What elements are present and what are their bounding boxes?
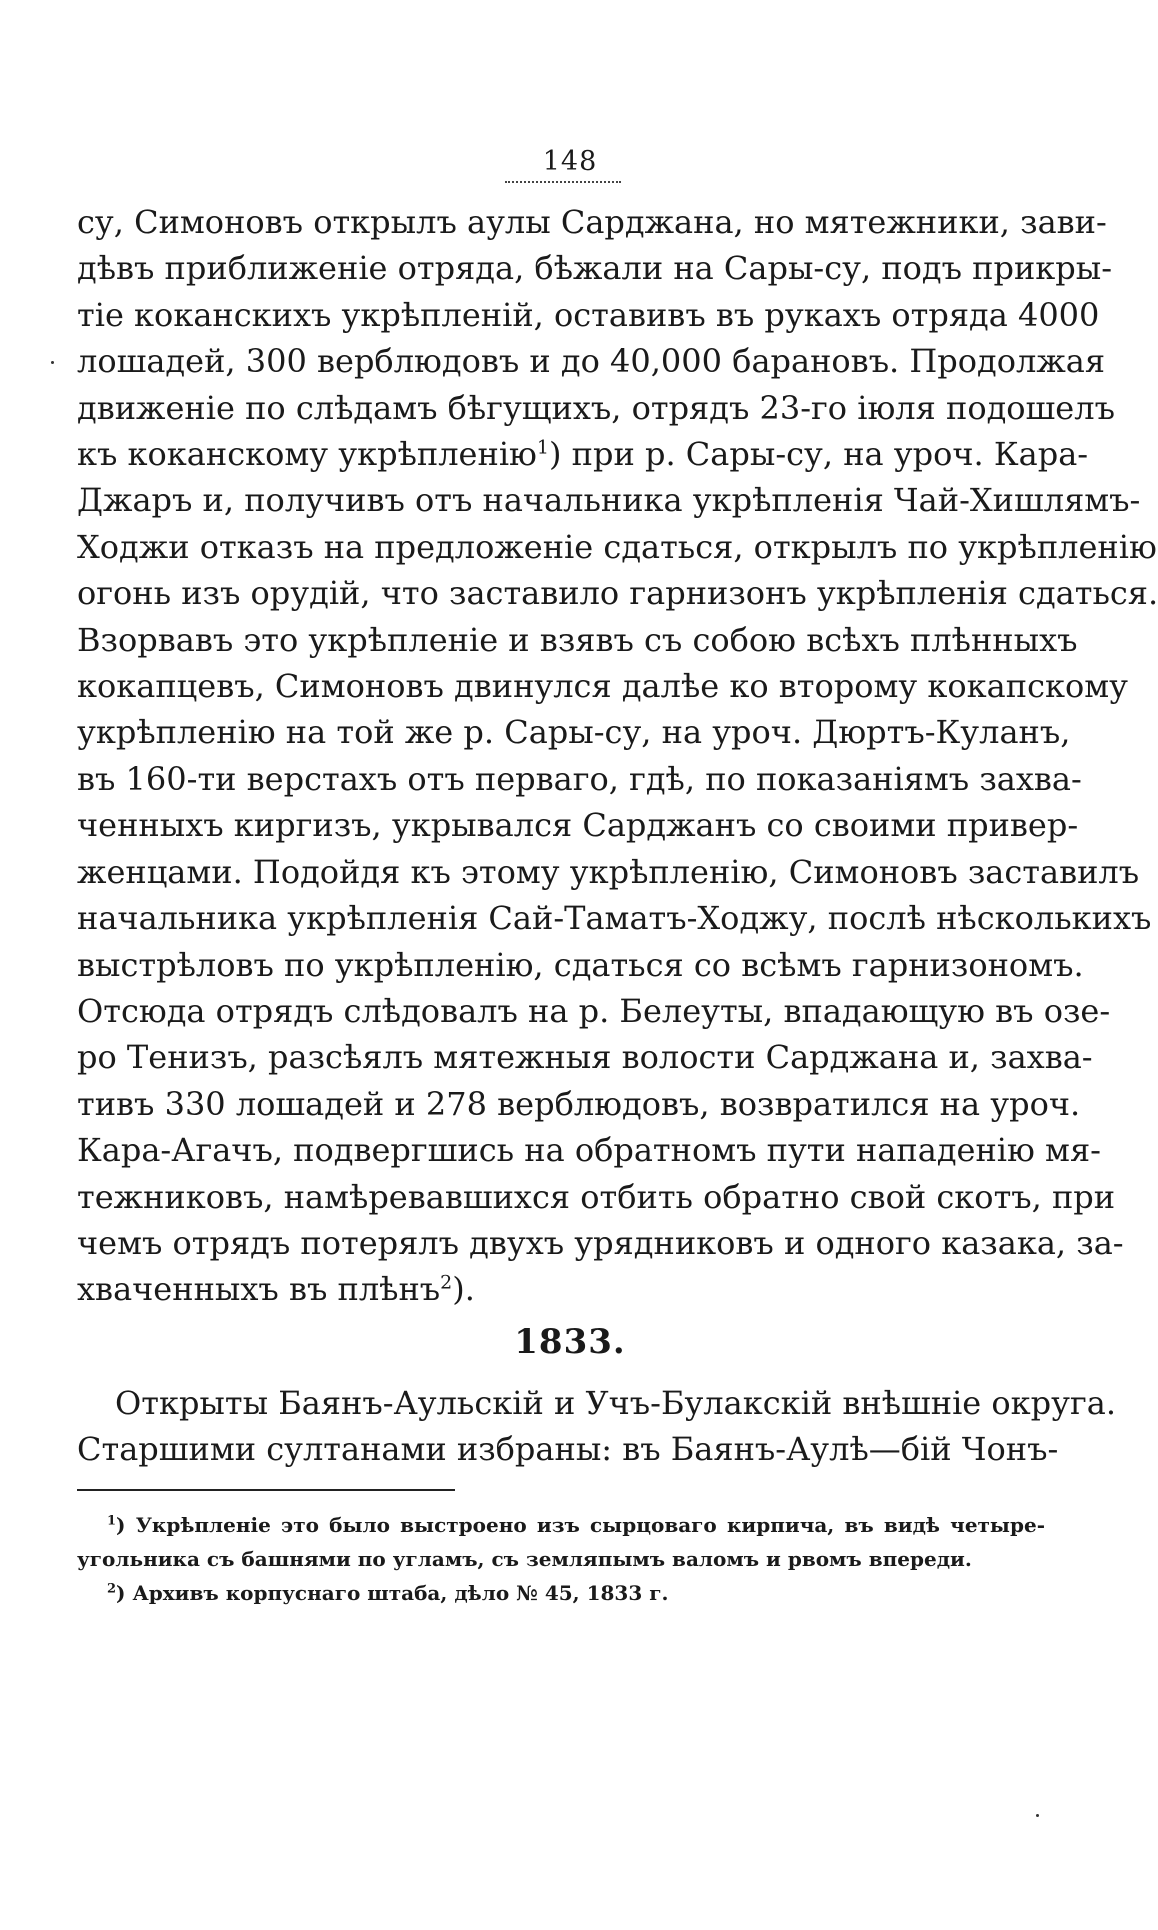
text-line: Старшими султанами избраны: въ Баянъ-Аулѣ—бій Чонъ- [77, 1430, 1059, 1469]
text-line: Кара-Агачъ, подвергшись на обратномъ пути нападенію мя- [77, 1131, 1101, 1170]
footnote-2-marker: 2 [107, 1581, 117, 1597]
year-heading: 1833. [514, 1322, 626, 1362]
footnote-2-text: ) Архивъ корпуснаго штаба, дѣло № 45, 1833 г. [116, 1581, 669, 1605]
text-line: дѣвъ приближеніе отряда, бѣжали на Сары-су, подъ прикры- [77, 249, 1113, 288]
print-speck [1036, 1814, 1039, 1817]
text-line: тежниковъ, намѣревавшихся отбить обратно свой скотъ, при [77, 1177, 1116, 1216]
text-line: Ходжи отказъ на предложеніе сдаться, открылъ по укрѣпленію [77, 527, 1157, 566]
text-line: чемъ отрядъ потерялъ двухъ урядниковъ и одного казака, за- [77, 1223, 1124, 1262]
footnote-ref-1: 1 [536, 436, 549, 459]
footnote-ref-2: 2 [440, 1271, 453, 1294]
text-segment: къ коканскому укрѣпленію [77, 435, 537, 474]
footnote-2-line [77, 1576, 1045, 1610]
text-line: начальника укрѣпленія Сай-Таматъ-Ходжу, послѣ нѣсколькихъ [77, 899, 1152, 938]
print-speck [51, 361, 54, 364]
text-line-with-footnote [77, 1266, 1045, 1312]
text-line: Джаръ и, получивъ отъ начальника укрѣпленія Чай-Хишлямъ- [77, 481, 1141, 520]
text-line: выстрѣловъ по укрѣпленію, сдаться со всѣмъ гарнизономъ. [77, 945, 1084, 984]
paragraph-second [77, 1380, 1116, 1473]
text-line: су, Симоновъ открылъ аулы Сарджана, но мятежники, зави- [77, 203, 1107, 241]
text-line: Открыты Баянъ-Аульскій и Учъ-Булакскій внѣшніе округа. [115, 1384, 1116, 1422]
text-segment: хваченныхъ въ плѣнъ [77, 1270, 441, 1309]
text-line: Отсюда отрядъ слѣдовалъ на р. Белеуты, впадающую въ озе- [77, 991, 1111, 1030]
page-number: 148 [542, 146, 598, 177]
footnote-rule [77, 1489, 455, 1491]
text-line: тіе коканскихъ укрѣпленій, оставивъ въ рукахъ отряда 4000 [77, 295, 1100, 334]
text-line: ро Тенизъ, разсѣялъ мятежныя волости Сарджана и, захва- [77, 1038, 1093, 1077]
text-line: огонь изъ орудій, что заставило гарнизонъ укрѣпленія сдаться. [77, 574, 1158, 613]
footnote-ref-close: ). [452, 1270, 475, 1309]
text-line-with-footnote [77, 431, 1089, 477]
footnote-1-marker: 1 [107, 1513, 117, 1529]
text-line: въ 160-ти верстахъ отъ перваго, гдѣ, по показаніямъ захва- [77, 759, 1082, 798]
footnote-1-text: ) Укрѣпленіе это было выстроено изъ сырцоваго кирпича, въ видѣ четыре- [116, 1513, 1045, 1537]
text-line: кокапцевъ, Симоновъ двинулся далѣе ко второму кокапскому [77, 667, 1128, 706]
text-line: лошадей, 300 верблюдовъ и до 40,000 барановъ. Продолжая [77, 342, 1106, 381]
text-line: укрѣпленію на той же р. Сары-су, на уроч. Дюртъ-Куланъ, [77, 713, 1071, 752]
footnote-ref-close: ) [549, 435, 562, 474]
footnote-1-line [77, 1508, 1045, 1542]
footnote-1-line: угольника съ башнями по угламъ, съ земляпымъ валомъ и рвомъ впереди. [77, 1547, 972, 1571]
text-line: Взорвавъ это укрѣпленіе и взявъ съ собою всѣхъ плѣнныхъ [77, 620, 1078, 659]
text-line: ченныхъ киргизъ, укрывался Сарджанъ со своими привер- [77, 806, 1079, 845]
page-number-dotted-rule [505, 181, 621, 183]
text-line: женцами. Подойдя къ этому укрѣпленію, Симоновъ заставилъ [77, 852, 1140, 891]
text-line: движеніе по слѣдамъ бѣгущихъ, отрядъ 23-го іюля подошелъ [77, 388, 1115, 427]
text-line: тивъ 330 лошадей и 278 верблюдовъ, возвратился на уроч. [77, 1084, 1081, 1123]
text-segment: при р. Сары-су, на уроч. Кара- [571, 435, 1089, 474]
footnotes [77, 1508, 1045, 1610]
paragraph-main [77, 199, 1158, 1313]
